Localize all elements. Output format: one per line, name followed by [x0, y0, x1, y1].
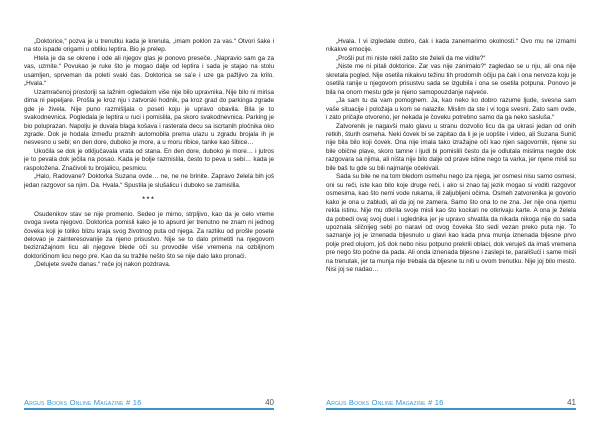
magazine-title: Argus Books Online Magazine # 16 — [24, 398, 142, 407]
paragraph: Htela je da se okrene i ode ali njegov glas je ponovo preseče. „Napravio sam ga za vas, uzmite.“ Povukao je ruke što je mogao dalje od leptira i sada je stajao na stolu usamljen, sprveman da poleti svaki čas. Doktorica se sa’e i uze ga pažljivo za krilo. „Hvala.“ — [24, 54, 274, 88]
page-number: 41 — [567, 398, 576, 407]
paragraph: Uzamračenoj prostoriji sa lažnim ogledalom više nije bilo upravnika. Nije bilo ni mirisa dima ni pepeljare. Prošla je kroz nju i zatvorski hodnik, pa kroz grad do parkinga zgrade gde je živela. Nije puno razmišljala o poseti koju je upravo obavila. Bila je to svakodnevnica. Pogledala je leptira u ruci i pomislila, pa skoro svakodnevnica. Parking je bio poluprazan. Napolju je duvala blaga košava i rasterala decu sa iscrtanih pločnika oko zgrade. Dok je hodala između praznih automobila prema ulazu u zgradu brojala ih je nesvesno u sebi; en den dore, duboko je more, a u moru ribice, tanke kao šibice… — [24, 88, 274, 147]
paragraph: „Hvala. I vi izgledate dobro, čak i kada zanemarimo okolnosti.“ Ovo mu ne izmami nikakve emocije. — [326, 38, 576, 54]
paragraph: Zatvorenik je nagavši malo glavu u stranu dozvolio licu da ga ukrasi jedan od onih retkih, šturih osmeha. Neki čovek bi se zapitao da li je je uopšte i video, ali Suzana Sunić nije bila bilo koji čovek. Ona nije imala tako izražajne oči kao njen sagovornik, njene su bile obične plave, skoro tamne i ljudi bi pomislili često da je odlutala mislima negde dok razgovara sa njima, ali ništa nije bilo dalje od prave istine nego ta varka, jer njene misli su bile baš tu gde su bili najmanje očekivali. — [326, 122, 576, 172]
paragraph: Ukočila se dok je otključavala vrata od stana. En den dore, duboko je more… i jutros je to pevala dok ječila na posao. Kada je bolje razmislila, često to peva u sebi… kada je raspoložena. Značivoli tu brojalicu, pesmicu. — [24, 147, 274, 172]
paragraph: „Prošli put mi niste rekli zašto ste želeli da me vidite?“ — [336, 54, 486, 62]
paragraph: Sada su bile ne na tom bledom osmehu nego iza njega, jer osmesi nisu samo osmesi, oni su reči, iste kao bilo koje druge reči, i ako si znao taj jezik mogao si voditi razgovor osmesima, kao što nemi vode rukama, ili zaljubljeni očima. Osmeh zatvorenika je govorio kako je ona u zabludi, ali da joj ne zamera. Samo što ona to ne zna. Jer nije ona njemu rekla istinu. Nije mu otkrila svoje misli kao što kockari ne otkrivaju karte. A ona je želela da pobedi ovaj svoj duel i uglednika jer je upravo shvatila da nikada nikoga nije do sada upoznala sličnijeg sebi po naravi od ovog čoveka što sedi vezan preko puta nje. To saznanje joj je iznenada bljesnulo u glavi kao kada prva munja iznenada bljesne prvo polje pred olujom, još dok nebo nisu potpuno prekrili oblaci, dok veruješ da imaš vremena pre nego što počne da pada. Ali onda iznenada bljesne i zaslepi te, parališući i same misli na trenutak, jer ta munja nije trebala da bljesne tu niti u ovom trenutku. Nije joj bilo mesto. Nisi joj se nadao… — [326, 173, 576, 274]
section-divider: *** — [142, 196, 156, 204]
left-page-text — [24, 38, 274, 394]
left-page-footer — [24, 398, 274, 410]
paragraph: „Niste me ni pitali doktorice. Zar vas nije zanimalo?“ zagledao se u nju, ali ona nije skretala pogled. Nije osetila nikakvu težinu tih prodornih očiju pa čak i ona nervoza koju je osetila ranije u njegovom prisustvu sada se izgubila i ona se osetila potpuna. Ponovo je bila na onom mestu gde je njeno samopouzdanje najveće. — [326, 63, 576, 96]
magazine-title: Argus Books Online Magazine # 16 — [326, 398, 444, 407]
paragraph: Osudenikov stav se nije promenio. Sedeo je mirno, strpljivo, kao da je celo vreme ovoga sveta njegovo. Doktorica pomisli kako je to apsurd jer trenutno ne znam ni jednog čoveka koji je toliko blizu kraja svog životnog puta od njega. Za razliku od prošle posete delovao je zainteresovanije za njeno prisustvo. Nije se to dalo primetiti na njegovom bezizražajnom licu ali njegove blede oči su provodile više vremena na ozbiljnom doktoričinom licu nego pre. Kao da su tražile nešto što se nije dalo lako pronaći. — [24, 210, 274, 260]
right-page — [326, 38, 576, 410]
right-page-footer — [326, 398, 576, 410]
paragraph: „Delujete sveže danas.“ reče joj nakon pozdrava. — [34, 261, 171, 269]
page-number: 40 — [265, 398, 274, 407]
paragraph: „Ja sam tu da vam pomognem. Ja, kao neko ko dobro razume ljude, svesna sam vaše situacije i položaja u kom se nalazite. Mislim da ste i vi toga svesni. Zato sam ovde, i zato pričajte otvoreno, jer nekada je čoveku potrebno samo da ga neko sasluša.“ — [326, 97, 576, 122]
right-page-text — [326, 38, 576, 394]
paragraph: „Doktorice,“ pozva je u trenutku kada je krenula, „imam poklon za vas.“ Otvori šake i na sto ispade origami u obliku leptira. Bio je prelep. — [24, 38, 274, 54]
paragraph: „Halo, Radovane? Doktorka Suzana ovde… ne, ne ne brinite. Zapravo želela bih još jedan razgovor sa njim. Da. Hvala.“ Spustila je slušalicu i duboko se zamislila. — [24, 173, 274, 189]
left-page — [24, 38, 274, 410]
